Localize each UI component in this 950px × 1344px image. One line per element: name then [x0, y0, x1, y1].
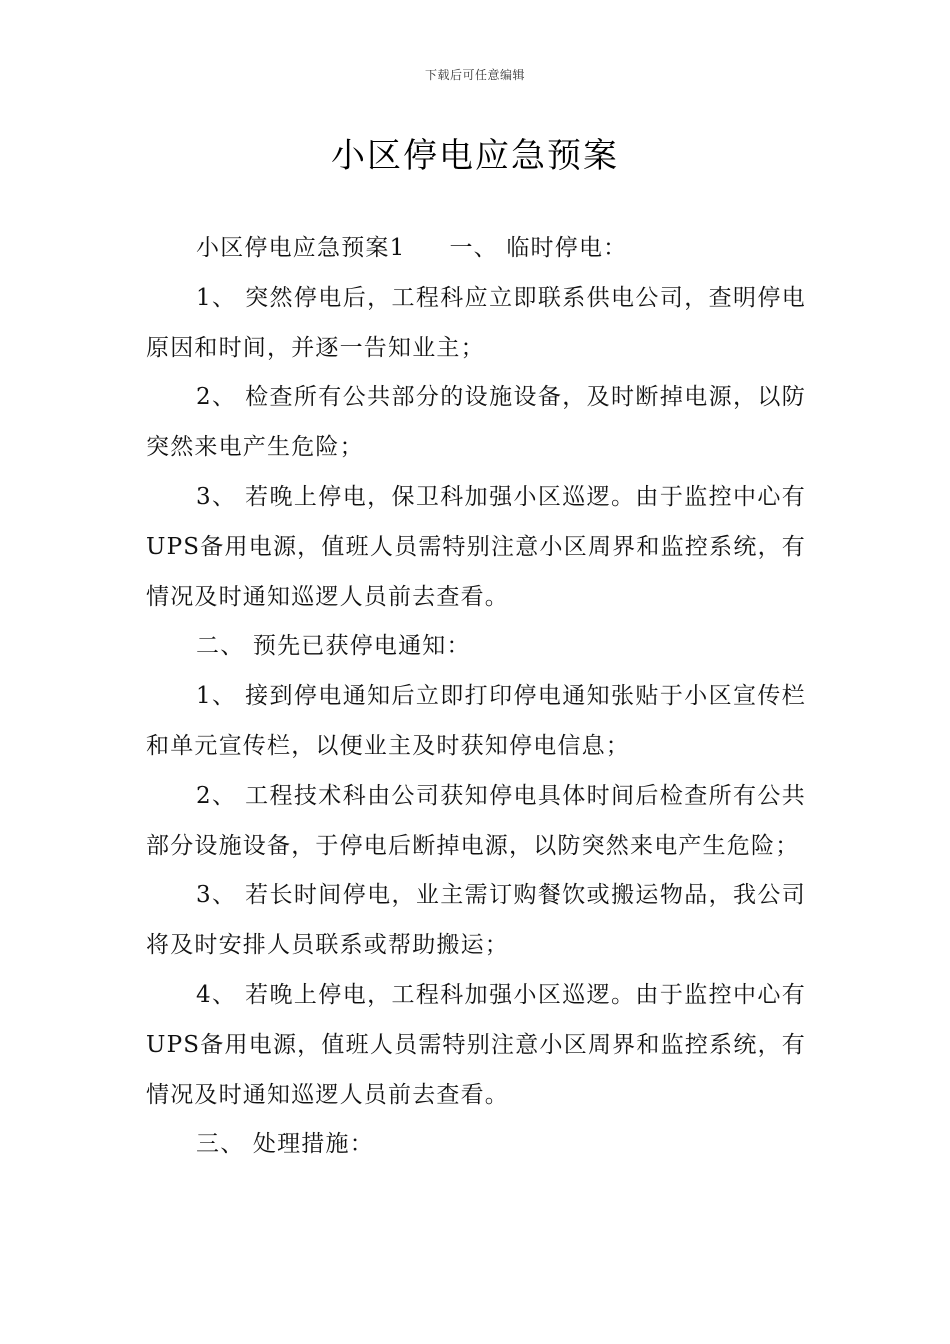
paragraph-8: 3、 若长时间停电，业主需订购餐饮或搬运物品，我公司将及时安排人员联系或帮助搬运； [146, 882, 806, 959]
paragraph-6: 1、 接到停电通知后立即打印停电通知张贴于小区宣传栏和单元宣传栏，以便业主及时获知停电信息； [146, 683, 806, 759]
paragraph-9: 4、 若晚上停电，工程科加强小区巡逻。由于监控中心有UPS备用电源，值班人员需特别注意小区周界和监控系统，有情况及时通知巡逻人员前去查看。 [146, 981, 806, 1108]
paragraph-5: 二、 预先已获停电通知： [196, 633, 471, 660]
paragraph-1-text: 一、 临时停电： [449, 235, 628, 261]
paragraph-3: 2、 检查所有公共部分的设施设备，及时断掉电源，以防突然来电产生危险； [146, 384, 806, 461]
paragraph-1-lead: 小区停电应急预案1 [196, 235, 406, 261]
header-note: 下载后可任意编辑 [424, 68, 525, 82]
paragraph-7: 2、 工程技术科由公司获知停电具体时间后检查所有公共部分设施设备，于停电后断掉电源，以防突然来电产生危险； [146, 782, 806, 859]
paragraph-2: 1、 突然停电后，工程科应立即联系供电公司，查明停电原因和时间，并逐一告知业主； [146, 284, 806, 361]
paragraph-1 [146, 224, 806, 274]
paragraph-10: 三、 处理措施： [196, 1131, 374, 1158]
paragraph-4: 3、 若晚上停电，保卫科加强小区巡逻。由于监控中心有UPS备用电源，值班人员需特别注意小区周界和监控系统，有情况及时通知巡逻人员前去查看。 [146, 483, 806, 610]
document-body [146, 224, 806, 1170]
document-title: 小区停电应急预案 [331, 136, 619, 176]
